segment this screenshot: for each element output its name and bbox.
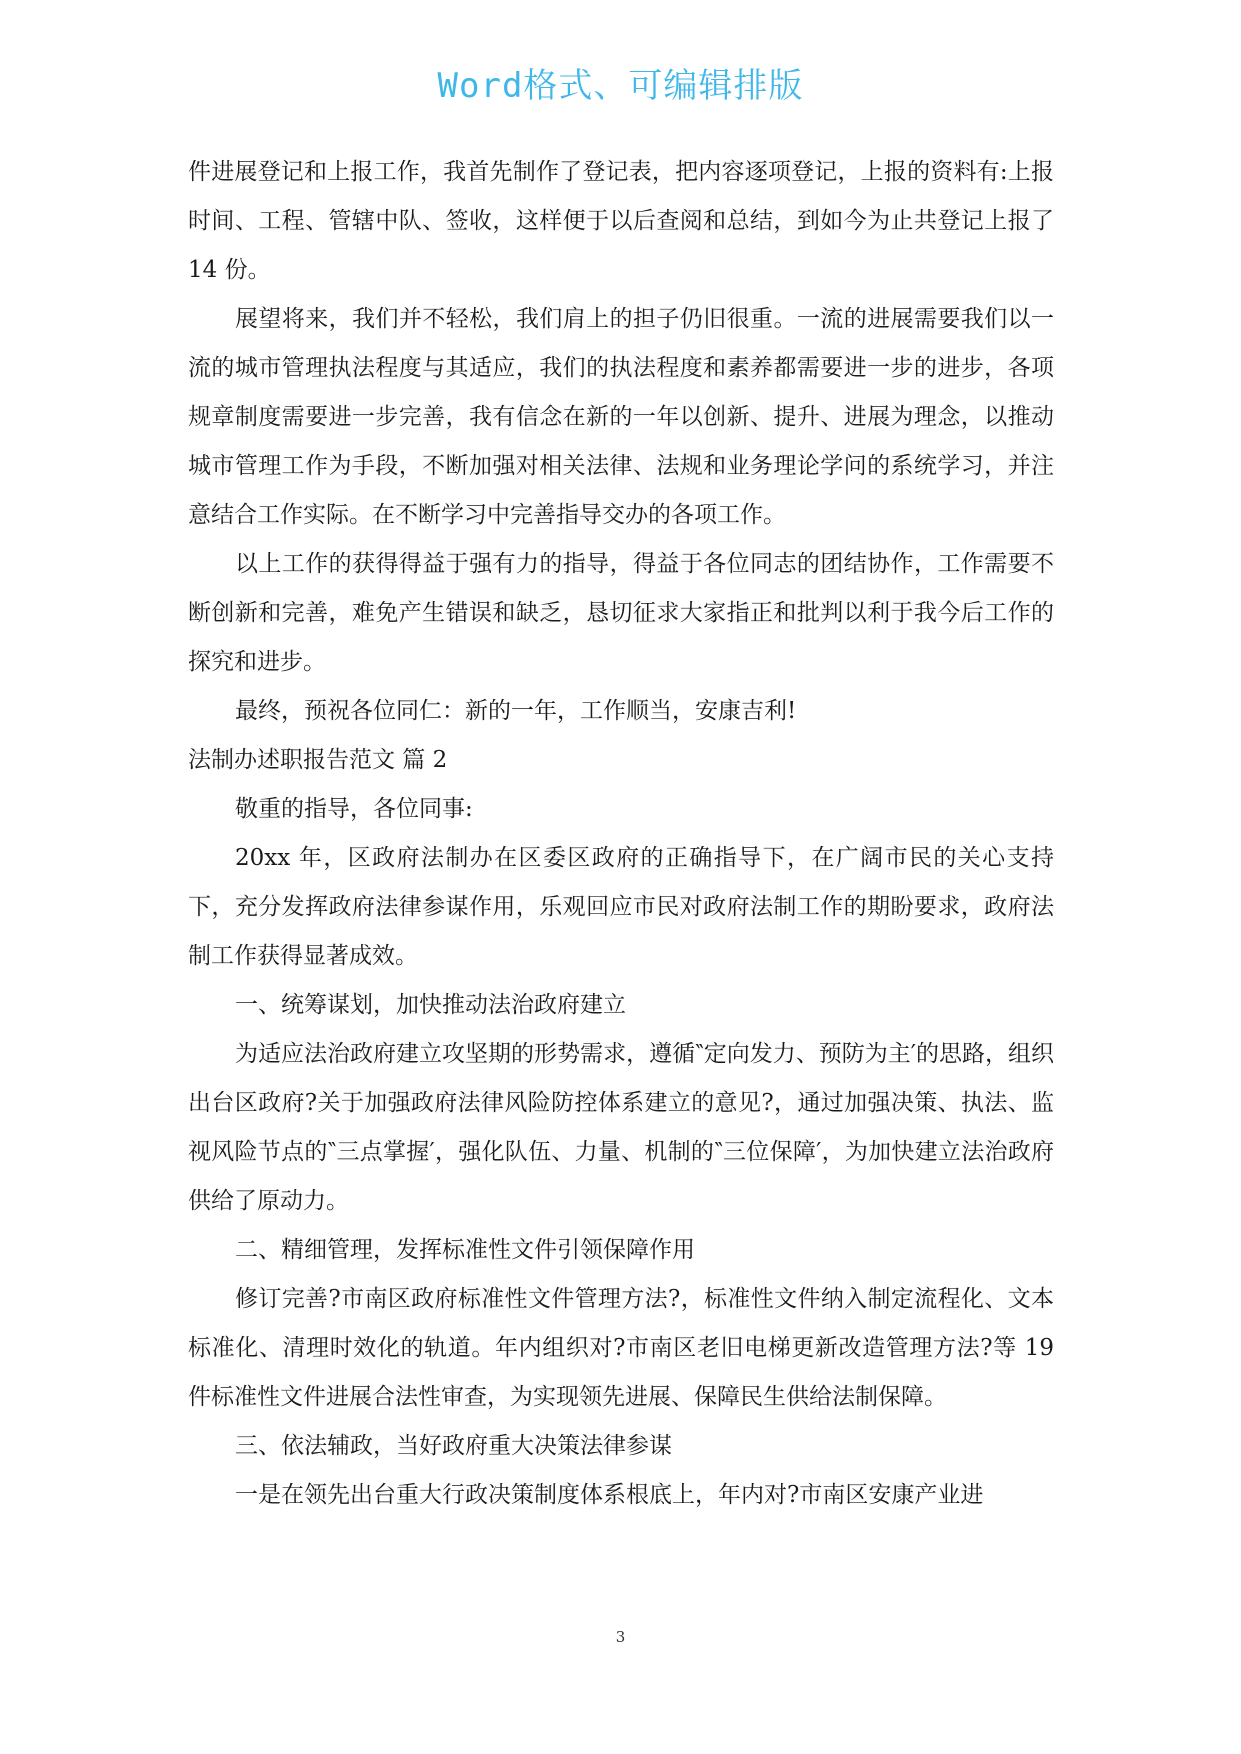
paragraph-salutation: 敬重的指导，各位同事: [235,796,473,822]
paragraph-outlook: 展望将来，我们并不轻松，我们肩上的担子仍旧很重。一流的进展需要我们以一流的城市管理执法程度与其适应，我们的执法程度和素养都需要进一步的进步，各项规章制度需要进一步完善，我有信念在新的一年以创新、提升、进展为理念，以推动城市管理工作为手段，不断加强对相关法律、法规和业务理论学问的系统学习，并注意结合工作实际。在不断学习中完善指导交办的各项工作。 [188,306,1054,528]
subheading-one: 一、统筹谋划，加快推动法治政府建立 [235,992,626,1018]
paragraph-acknowledgement: 以上工作的获得得益于强有力的指导，得益于各位同志的团结协作，工作需要不断创新和完善，难免产生错误和缺乏，恳切征求大家指正和批判以利于我今后工作的探究和进步。 [188,551,1054,675]
paragraph-normative-documents: 修订完善?市南区政府标准性文件管理方法?，标准性文件纳入制定流程化、文本标准化、清理时效化的轨道。年内组织对?市南区老旧电梯更新改造管理方法?等 19 件标准性文件进展合法性审查，为实现领先进展、保障民生供给法制保障。 [188,1286,1054,1410]
page-number: 3 [615,1628,626,1646]
document-body [188,148,1054,1520]
paragraph-closing-wish: 最终，预祝各位同仁：新的一年，工作顺当，安康吉利! [235,698,797,724]
paragraph-rule-of-law: 为适应法治政府建立攻坚期的形势需求，遵循‶定向发力、预防为主′的思路，组织出台区政府?关于加强政府法律风险防控体系建立的意见?，通过加强决策、执法、监视风险节点的‶三点掌握′，强化队伍、力量、机制的‶三位保障′，为加快建立法治政府供给了原动力。 [188,1041,1054,1214]
paragraph-summary: 20xx 年，区政府法制办在区委区政府的正确指导下，在广阔市民的关心支持下，充分发挥政府法律参谋作用，乐观回应市民对政府法制工作的期盼要求，政府法制工作获得显著成效。 [188,845,1054,969]
document-header-title: Word格式、可编辑排版 [437,66,804,106]
paragraph-registration: 件进展登记和上报工作，我首先制作了登记表，把内容逐项登记，上报的资料有:上报时间、工程、管辖中队、签收，这样便于以后查阅和总结，到如今为止共登记上报了 14 份。 [188,159,1054,283]
paragraph-decision-system: 一是在领先出台重大行政决策制度体系根底上，年内对?市南区安康产业进 [235,1482,984,1508]
section-heading-part-2: 法制办述职报告范文 篇 2 [188,747,448,773]
subheading-three: 三、依法辅政，当好政府重大决策法律参谋 [235,1433,672,1459]
subheading-two: 二、精细管理，发挥标准性文件引领保障作用 [235,1237,695,1263]
